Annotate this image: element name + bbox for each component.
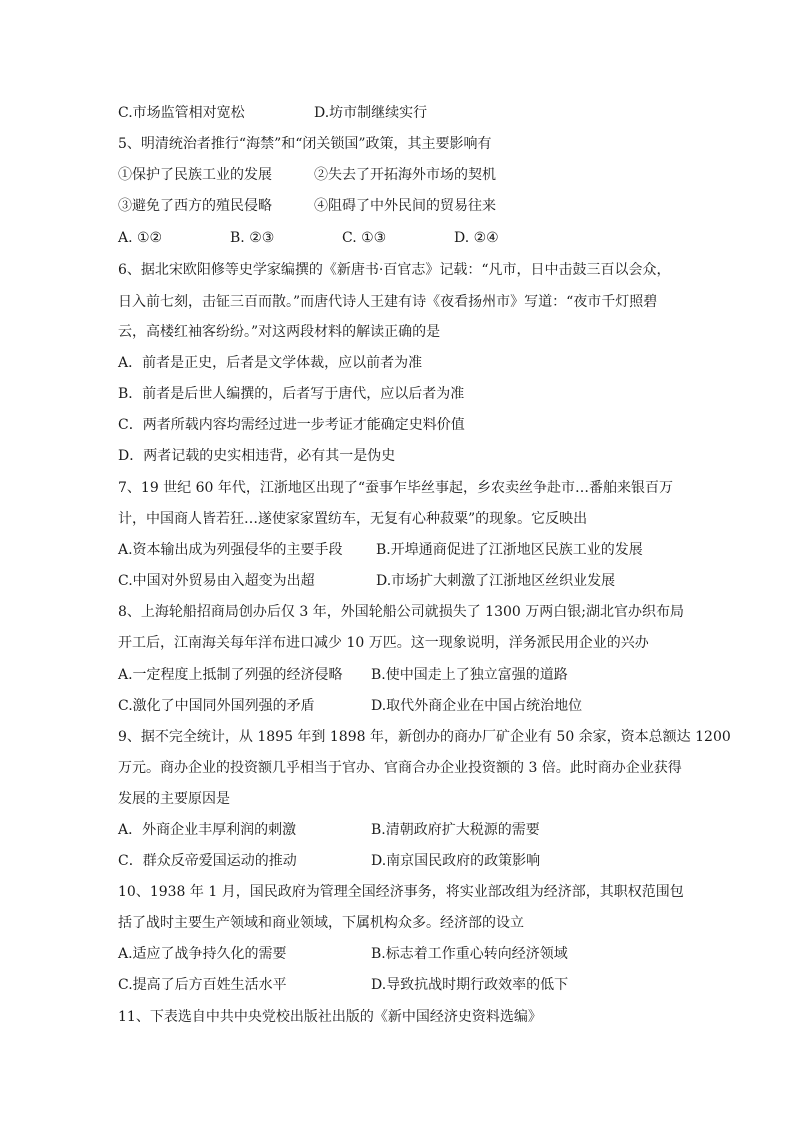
q10-option-b: B.标志着工作重心转向经济领域 (371, 946, 568, 962)
q5-item-2: ②失去了开拓海外市场的契机 (314, 167, 496, 183)
q6-stem-line-2: 日入前七刻，击钲三百而散。”而唐代诗人王建有诗《夜看扬州市》写道：“夜市千灯照碧 (118, 294, 658, 310)
q10-stem-line-2: 括了战时主要生产领域和商业领域，下属机构众多。经济部的设立 (118, 915, 524, 931)
q4-option-c: C.市场监管相对宽松 (118, 105, 245, 121)
q8-option-a: A.一定程度上抵制了列强的经济侵略 (118, 667, 343, 683)
q9-option-a: A．外商企业丰厚利润的刺激 (118, 822, 297, 838)
q7-option-b: B.开埠通商促进了江浙地区民族工业的发展 (376, 542, 643, 558)
q7-stem-line-2: 计，中国商人皆若狂…遂使家家置纺车，无复有心种菽粟”的现象。它反映出 (118, 511, 588, 527)
q8-stem-line-2: 开工后，江南海关每年洋布进口减少 10 万匹。这一现象说明，洋务派民用企业的兴办 (118, 635, 649, 651)
q9-option-d: D.南京国民政府的政策影响 (371, 853, 541, 869)
q5-option-c: C. ①③ (342, 230, 387, 246)
q9-stem-line-2: 万元。商办企业的投资额几乎相当于官办、官商合办企业投资额的 3 倍。此时商办企业获得 (118, 760, 682, 776)
q5-option-a: A. ①② (118, 230, 163, 246)
q7-stem-line-1: 7、19 世纪 60 年代，江浙地区出现了“蚕事乍毕丝事起，乡农卖丝争赴市…番舶来银百万 (118, 480, 674, 496)
q8-option-b: B.使中国走上了独立富强的道路 (371, 667, 568, 683)
q5-item-1: ①保护了民族工业的发展 (118, 167, 272, 183)
q5-item-4: ④阻碍了中外民间的贸易往来 (314, 198, 496, 214)
q6-stem-line-3: 云，高楼红袖客纷纷。”对这两段材料的解读正确的是 (118, 324, 441, 340)
q6-option-d: D．两者记载的史实相违背，必有其一是伪史 (118, 448, 396, 464)
q9-option-c: C．群众反帝爱国运动的推动 (118, 853, 297, 869)
q7-option-a: A.资本输出成为列强侵华的主要手段 (118, 542, 343, 558)
q8-option-c: C.激化了中国同外国列强的矛盾 (118, 698, 315, 714)
q5-option-b: B. ②③ (230, 230, 275, 246)
q9-stem-line-1: 9、据不完全统计，从 1895 年到 1898 年，新创办的商办厂矿企业有 50 余家，资本总额达 1200 (118, 729, 731, 745)
q5-option-d: D. ②④ (454, 230, 499, 246)
q4-option-d: D.坊市制继续实行 (314, 105, 428, 121)
q9-stem-line-3: 发展的主要原因是 (118, 791, 230, 807)
q6-option-c: C．两者所载内容均需经过进一步考证才能确定史料价值 (118, 417, 465, 433)
q7-option-c: C.中国对外贸易由入超变为出超 (118, 573, 315, 589)
q5-stem: 5、明清统治者推行“海禁”和“闭关锁国”政策，其主要影响有 (118, 136, 492, 152)
q6-option-a: A．前者是正史，后者是文学体裁，应以前者为准 (118, 355, 423, 371)
q8-option-d: D.取代外商企业在中国占统治地位 (371, 698, 583, 714)
q10-option-d: D.导致抗战时期行政效率的低下 (371, 977, 569, 993)
q9-option-b: B.清朝政府扩大税源的需要 (371, 822, 540, 838)
q6-option-b: B．前者是后世人编撰的，后者写于唐代，应以后者为准 (118, 386, 465, 402)
q10-option-c: C.提高了后方百姓生活水平 (118, 977, 287, 993)
q7-option-d: D.市场扩大刺激了江浙地区丝织业发展 (376, 573, 616, 589)
q6-stem-line-1: 6、据北宋欧阳修等史学家编撰的《新唐书·百官志》记载：“凡市，日中击鼓三百以会众， (118, 262, 671, 278)
q8-stem-line-1: 8、上海轮船招商局创办后仅 3 年，外国轮船公司就损失了 1300 万两白银;湖北官办织布局 (118, 604, 684, 620)
q5-item-3: ③避免了西方的殖民侵略 (118, 198, 272, 214)
q10-option-a: A.适应了战争持久化的需要 (118, 946, 287, 962)
q10-stem-line-1: 10、1938 年 1 月，国民政府为管理全国经济事务，将实业部改组为经济部，其职权范围包 (118, 884, 684, 900)
q11-stem: 11、下表选自中共中央党校出版社出版的《新中国经济史资料选编》 (118, 1009, 542, 1025)
